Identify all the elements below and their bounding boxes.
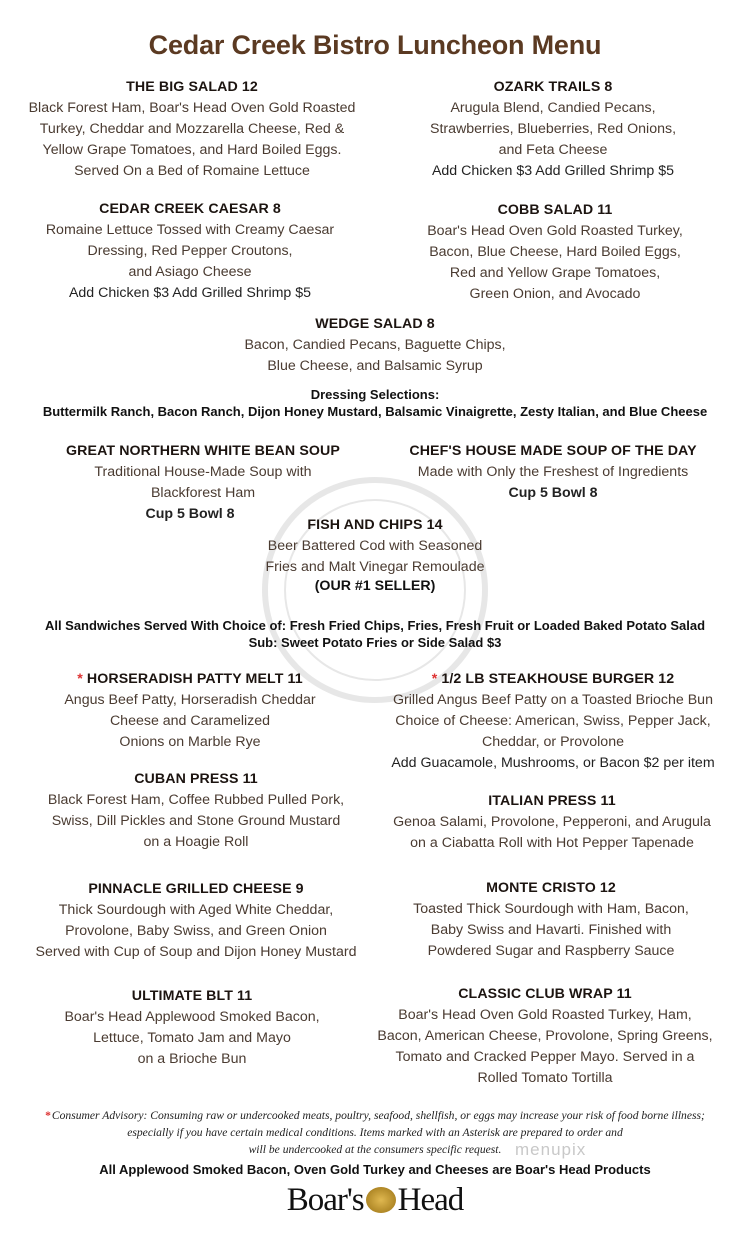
advisory-asterisk: *	[45, 1109, 51, 1122]
menu-item-description-line: Powdered Sugar and Raspberry Sauce	[427, 943, 675, 959]
menu-item-heading	[185, 314, 565, 335]
boar-seal-icon	[366, 1187, 396, 1213]
menu-item-fish-and-chips	[185, 515, 565, 595]
menu-item-description-line: Cheese and Caramelized	[109, 713, 271, 729]
menu-item-heading	[2, 986, 382, 1007]
menu-item-description-line: Add Chicken $3 Add Grilled Shrimp $5	[68, 285, 312, 301]
menu-item-description-line: Bacon, American Cheese, Provolone, Spring Greens,	[377, 1028, 713, 1044]
logo-text-left: Boar's	[286, 1182, 364, 1218]
menu-item-description-line: Choice of Cheese: American, Swiss, Pepper Jack,	[395, 713, 711, 729]
menu-item-name-price: WEDGE SALAD 8	[315, 316, 435, 332]
menu-item-heading	[6, 879, 386, 900]
menu-item-description-line: on a Ciabatta Roll with Hot Pepper Tapenade	[410, 835, 694, 851]
menu-item-description-line: Cup 5 Bowl 8	[145, 506, 235, 522]
menupix-watermark: menupix	[515, 1140, 587, 1159]
sandwich-sub-note: Sub: Sweet Potato Fries or Side Salad $3	[248, 635, 502, 650]
menu-item-heading	[6, 769, 386, 790]
menu-item-heading	[363, 77, 743, 98]
boars-head-logo	[0, 1182, 750, 1219]
menu-item-heading	[355, 984, 735, 1005]
menu-item-name-price: PINNACLE GRILLED CHEESE 9	[88, 881, 304, 897]
menu-item-description-line: Turkey, Cheddar and Mozzarella Cheese, Red &	[39, 121, 345, 137]
menu-item-name-price: ULTIMATE BLT 11	[131, 988, 253, 1004]
menu-item-description-line: Blackforest Ham	[150, 485, 256, 501]
menu-item-heading	[363, 669, 743, 690]
menu-item-description-line: Cup 5 Bowl 8	[508, 485, 598, 501]
consumer-advisory	[0, 1107, 750, 1158]
page-title: Cedar Creek Bistro Luncheon Menu	[148, 30, 602, 60]
menu-item-name-price: OZARK TRAILS 8	[493, 79, 613, 95]
menu-item-description-line: Rolled Tomato Tortilla	[477, 1070, 613, 1086]
menu-item-heading	[2, 77, 382, 98]
menu-item-description-line: Black Forest Ham, Coffee Rubbed Pulled Pork,	[47, 792, 345, 808]
menu-item-description-line: Add Guacamole, Mushrooms, or Bacon $2 per item	[391, 755, 715, 771]
menu-item-description-line: Toasted Thick Sourdough with Ham, Bacon,	[413, 901, 689, 917]
menu-item-description-line: Add Chicken $3 Add Grilled Shrimp $5	[431, 163, 675, 179]
menu-item-classic-club-wrap	[355, 984, 735, 1089]
menu-item-description-line: Onions on Marble Rye	[119, 734, 261, 750]
menu-item-description-line: Traditional House-Made Soup with	[94, 464, 312, 480]
menu-item-name-price: HORSERADISH PATTY MELT 11	[86, 671, 303, 687]
menu-item-heading	[362, 791, 742, 812]
menu-item-chefs-soup	[363, 441, 743, 504]
menu-item-description-line: Cheddar, or Provolone	[482, 734, 624, 750]
dressing-heading: Dressing Selections:	[310, 387, 440, 402]
menu-item-heading	[0, 669, 380, 690]
menu-item-description-line: Red and Yellow Grape Tomatoes,	[449, 265, 661, 281]
menu-item-horseradish-patty-melt	[0, 669, 380, 753]
menu-item-heading	[363, 441, 743, 462]
menu-item-description-line: Baby Swiss and Havarti. Finished with	[430, 922, 672, 938]
menu-item-description-line: Blue Cheese, and Balsamic Syrup	[267, 358, 483, 374]
menu-item-monte-cristo	[361, 878, 741, 962]
menu-item-description-line: Thick Sourdough with Aged White Cheddar,	[58, 902, 334, 918]
menu-item-description-line: Bacon, Candied Pecans, Baguette Chips,	[244, 337, 506, 353]
menu-item-description-line: Beer Battered Cod with Seasoned	[267, 538, 483, 554]
menu-item-description-line: Provolone, Baby Swiss, and Green Onion	[65, 923, 327, 939]
menu-item-description-line: Grilled Angus Beef Patty on a Toasted Brioche Bun	[393, 692, 713, 708]
menu-item-description-line: Lettuce, Tomato Jam and Mayo	[93, 1030, 291, 1046]
menu-item-italian-press	[362, 791, 742, 854]
menu-item-white-bean-soup	[13, 441, 393, 525]
menu-item-name-price: CLASSIC CLUB WRAP 11	[458, 986, 632, 1002]
menu-item-description-line: Strawberries, Blueberries, Red Onions,	[429, 121, 677, 137]
menu-item-heading	[361, 878, 741, 899]
advisory-line-1: Consumer Advisory: Consuming raw or undercooked meats, poultry, seafood, shellfish, or eggs may increase your risk of food borne illness;	[51, 1109, 705, 1122]
menu-item-name-price: COBB SALAD 11	[497, 202, 613, 218]
sandwich-sides-note: All Sandwiches Served With Choice of: Fresh Fried Chips, Fries, Fresh Fruit or Loaded Baked Potato Salad	[44, 618, 706, 633]
menu-item-name-price: CUBAN PRESS 11	[134, 771, 258, 787]
boars-head-products-note: All Applewood Smoked Bacon, Oven Gold Turkey and Cheeses are Boar's Head Products	[99, 1162, 651, 1177]
menu-item-name-price: ITALIAN PRESS 11	[488, 793, 616, 809]
menu-item-ultimate-blt	[2, 986, 382, 1070]
menu-item-pinnacle-grilled-cheese	[6, 879, 386, 963]
menu-item-heading	[13, 441, 393, 462]
advisory-line-3: will be undercooked at the consumers specific request.	[248, 1143, 502, 1156]
menu-item-cedar-creek-caesar	[0, 199, 380, 304]
logo-text-right: Head	[397, 1182, 464, 1218]
menu-item-description-line: Dressing, Red Pepper Croutons,	[87, 243, 293, 259]
menu-item-ozark-trails	[363, 77, 743, 182]
menu-item-name-price: 1/2 LB STEAKHOUSE BURGER 12	[441, 671, 675, 687]
dressing-list: Buttermilk Ranch, Bacon Ranch, Dijon Honey Mustard, Balsamic Vinaigrette, Zesty Italian, and Blue Cheese	[42, 404, 708, 419]
menu-item-description-line: Bacon, Blue Cheese, Hard Boiled Eggs,	[429, 244, 681, 260]
menu-item-name-price: CEDAR CREEK CAESAR 8	[99, 201, 281, 217]
menu-item-description-line: Yellow Grape Tomatoes, and Hard Boiled Eggs.	[42, 142, 342, 158]
menu-item-description-line: Green Onion, and Avocado	[469, 286, 641, 302]
menu-item-cuban-press	[6, 769, 386, 853]
menu-item-description-line: Romaine Lettuce Tossed with Creamy Caesar	[45, 222, 335, 238]
menu-item-name-price: GREAT NORTHERN WHITE BEAN SOUP	[66, 443, 340, 459]
menu-item-description-line: on a Brioche Bun	[137, 1051, 247, 1067]
menu-item-description-line: Boar's Head Oven Gold Roasted Turkey,	[427, 223, 683, 239]
advisory-line-2: especially if you have certain medical conditions. Items marked with an Asterisk are prepared to order and	[127, 1126, 623, 1139]
menu-item-big-salad	[2, 77, 382, 182]
menu-item-description-line: Fries and Malt Vinegar Remoulade	[265, 559, 485, 575]
menu-item-heading	[185, 515, 565, 536]
menu-item-description-line: Boar's Head Oven Gold Roasted Turkey, Ham,	[398, 1007, 692, 1023]
menu-item-name-price: MONTE CRISTO 12	[486, 880, 616, 896]
menu-item-steakhouse-burger	[363, 669, 743, 774]
menu-item-description-line: (OUR #1 SELLER)	[314, 578, 436, 594]
asterisk-marker: *	[431, 671, 438, 687]
menu-item-description-line: Angus Beef Patty, Horseradish Cheddar	[64, 692, 316, 708]
menu-item-name-price: FISH AND CHIPS 14	[307, 517, 443, 533]
menu-item-heading	[365, 200, 745, 221]
menu-item-name-price: CHEF'S HOUSE MADE SOUP OF THE DAY	[409, 443, 697, 459]
menu-item-description-line: Genoa Salami, Provolone, Pepperoni, and Arugula	[393, 814, 711, 830]
asterisk-marker: *	[77, 671, 83, 687]
menu-item-description-line: Served On a Bed of Romaine Lettuce	[74, 163, 310, 179]
menu-item-description-line: and Feta Cheese	[498, 142, 608, 158]
menu-item-description-line: and Asiago Cheese	[128, 264, 252, 280]
menu-item-wedge-salad	[185, 314, 565, 377]
menu-item-description-line: Swiss, Dill Pickles and Stone Ground Mustard	[51, 813, 341, 829]
menu-item-name-price: THE BIG SALAD 12	[126, 79, 258, 95]
menu-item-description-line: on a Hoagie Roll	[143, 834, 249, 850]
menu-item-description-line: Boar's Head Applewood Smoked Bacon,	[64, 1009, 320, 1025]
menu-item-description-line: Tomato and Cracked Pepper Mayo. Served in a	[395, 1049, 695, 1065]
menu-item-description-line: Made with Only the Freshest of Ingredients	[417, 464, 689, 480]
menu-item-description-line: Arugula Blend, Candied Pecans,	[450, 100, 656, 116]
menu-item-description-line: Served with Cup of Soup and Dijon Honey Mustard	[35, 944, 357, 960]
menu-item-heading	[0, 199, 380, 220]
menu-item-cobb-salad	[365, 200, 745, 305]
menu-item-description-line: Black Forest Ham, Boar's Head Oven Gold Roasted	[28, 100, 356, 116]
